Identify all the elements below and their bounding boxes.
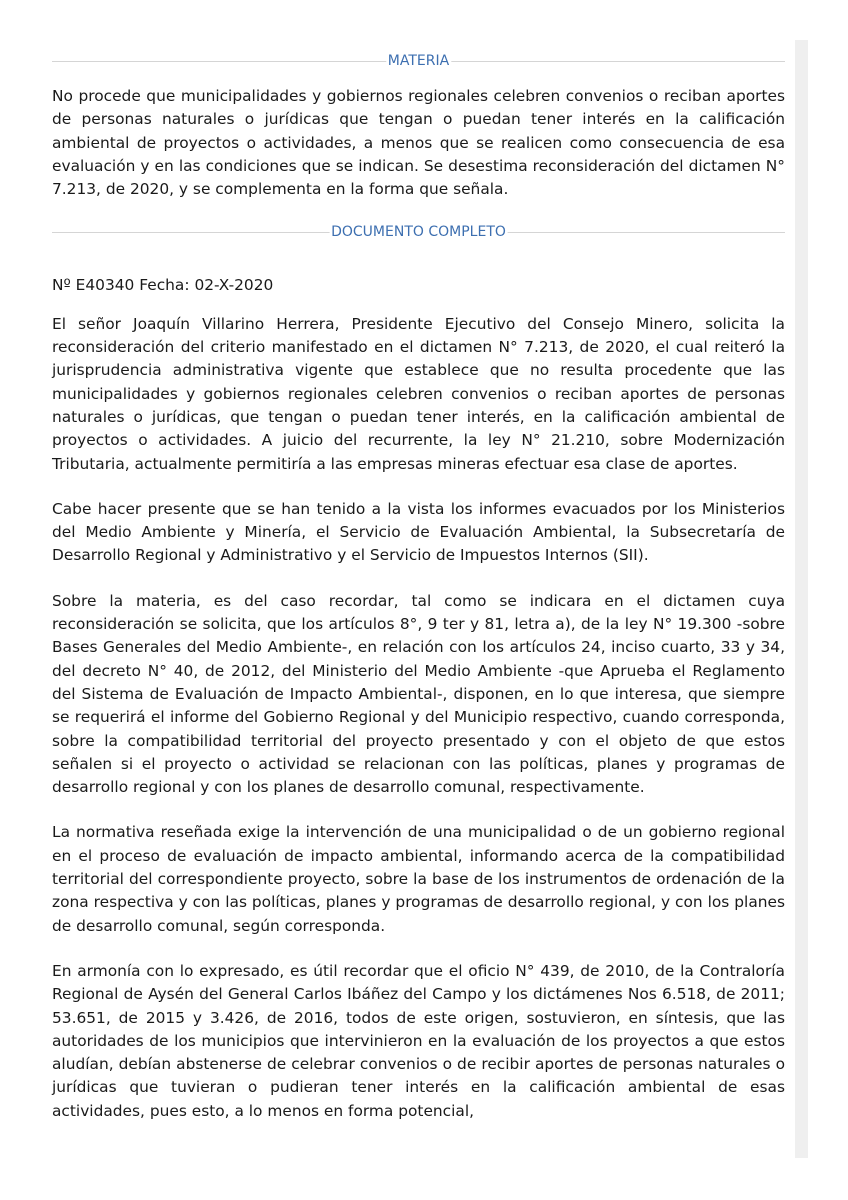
materia-heading: MATERIA (387, 53, 450, 69)
materia-summary: No procede que municipalidades y gobiernos regionales celebren convenios o reciban aportes de personas naturales o jurídicas que tengan o puedan tener interés en la calificación ambiental de proyectos o actividades, a menos que se realicen como consecuencia de esa evaluación y en las condiciones que se indican. Se desestima reconsideración del dictamen N° 7.213, de 2020, y se complementa en la forma que señala. (52, 87, 785, 199)
body-paragraph: En armonía con lo expresado, es útil recordar que el oficio N° 439, de 2010, de la Contraloría Regional de Aysén del General Carlos Ibáñez del Campo y los dictámenes Nos 6.518, de 2011; 53.651, de 2015 y 3.426, de 2016, todos de este origen, sostuvieron, en síntesis, que las autoridades de los municipios que intervinieron en la evaluación de los proyectos a que estos aludían, debían abstenerse de celebrar convenios o de recibir aportes de personas naturales o jurídicas que tuvieran o pudieran tener interés en la calificación ambiental de esas actividades, pues esto, a lo menos en forma potencial, (52, 961, 785, 1120)
documento-heading: DOCUMENTO COMPLETO (331, 224, 506, 241)
body-paragraph: Sobre la materia, es del caso recordar, tal como se indicara en el dictamen cuya reconsideración se solicita, que los artículos 8°, 9 ter y 81, letra a), de la ley N° 19.300 -sobre Bases Generales del Medio Ambiente-, en relación con los artículos 24, inciso cuarto, 33 y 34, del decreto N° 40, de 2012, del Ministerio del Medio Ambiente -que Aprueba el Reglamento del Sistema de Evaluación de Impacto Ambiental-, disponen, en lo que interesa, que siempre se requerirá el informe del Gobierno Regional y del Municipio respectivo, cuando corresponda, sobre la compatibilidad territorial del proyecto presentado y con el objeto de que estos señalen si el proyecto o actividad se relacionan con las políticas, planes y programas de desarrollo regional y con los planes de desarrollo comunal, respectivamente. (52, 591, 785, 797)
body-paragraph: El señor Joaquín Villarino Herrera, Presidente Ejecutivo del Consejo Minero, solicita la reconsideración del criterio manifestado en el dictamen N° 7.213, de 2020, el cual reiteró la jurisprudencia administrativa vigente que establece que no resulta procedente que las municipalidades y gobiernos regionales celebren convenios o reciban aportes de personas naturales o jurídicas, que tengan o puedan tener interés, en la calificación ambiental de proyectos o actividades. A juicio del recurrente, la ley N° 21.210, sobre Modernización Tributaria, actualmente permitiría a las empresas mineras efectuar esa clase de aportes. (52, 314, 785, 473)
documento-section-header (52, 221, 785, 243)
document-number-date: Nº E40340 Fecha: 02-X-2020 (52, 276, 274, 295)
scrollbar-track[interactable] (795, 40, 808, 1158)
materia-section-header (52, 50, 785, 72)
document-content (52, 50, 785, 1123)
body-paragraph: Cabe hacer presente que se han tenido a la vista los informes evacuados por los Ministerios del Medio Ambiente y Minería, el Servicio de Evaluación Ambiental, la Subsecretaría de Desarrollo Regional y Administrativo y el Servicio de Impuestos Internos (SII). (52, 499, 785, 565)
body-paragraph: La normativa reseñada exige la intervención de una municipalidad o de un gobierno regional en el proceso de evaluación de impacto ambiental, informando acerca de la compatibilidad territorial del correspondiente proyecto, sobre la base de los instrumentos de ordenación de la zona respectiva y con las políticas, planes y programas de desarrollo regional, y con los planes de desarrollo comunal, según corresponda. (52, 823, 785, 935)
